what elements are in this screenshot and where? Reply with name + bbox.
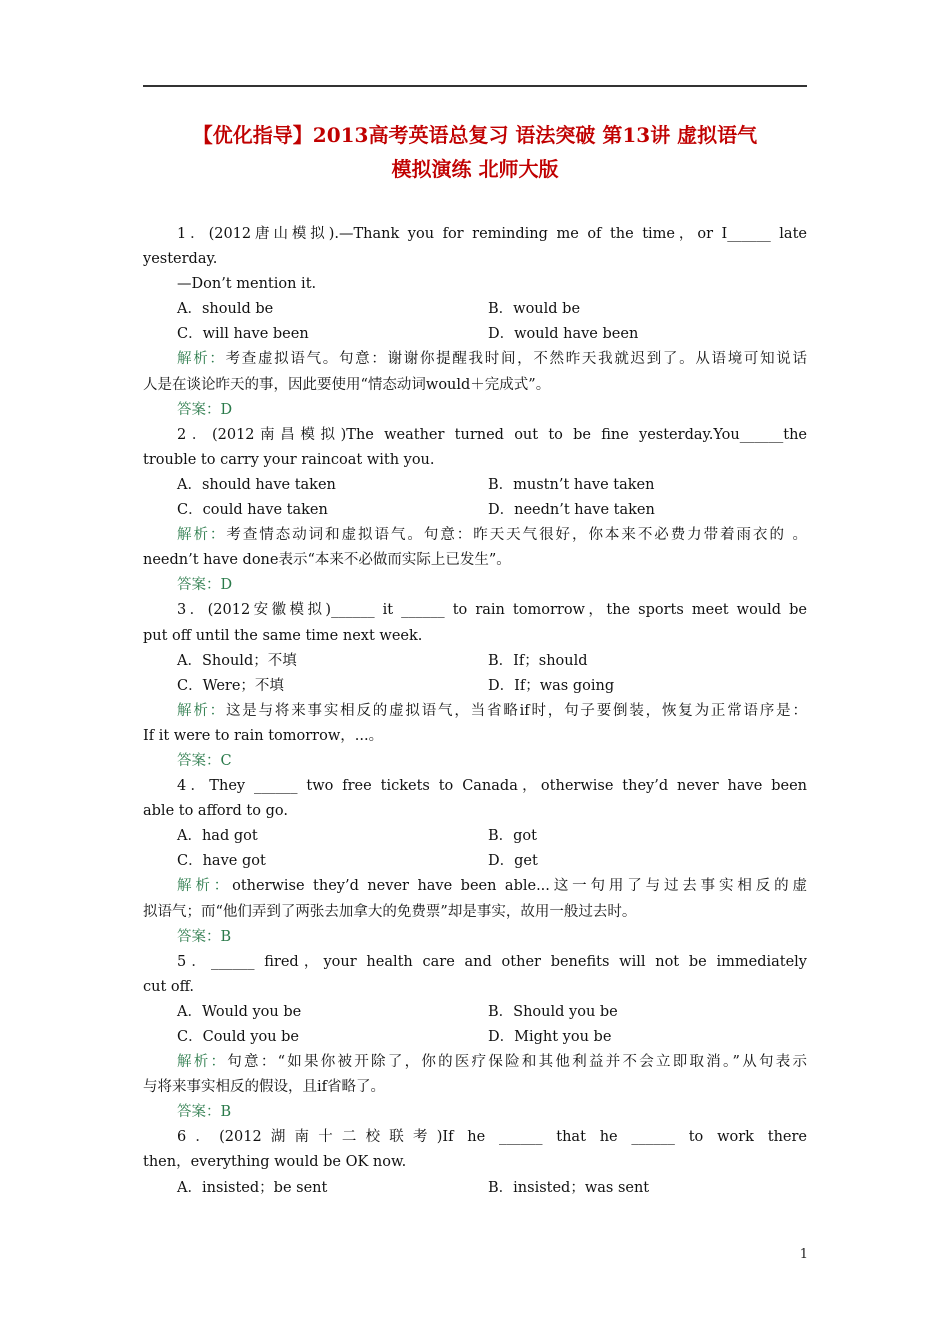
options-row (143, 824, 807, 849)
answer-value: D (220, 577, 233, 594)
header-rule (143, 85, 807, 87)
analysis (143, 1050, 807, 1075)
answer-label: 答案： (177, 1104, 221, 1121)
option-d: D．needn’t have taken (488, 502, 655, 519)
option-b: B．insisted；was sent (488, 1179, 650, 1196)
option-c: C．Could you be (177, 1029, 300, 1045)
question-stem: 2．(2012南昌模拟)The weather turned out to be fine yesterday.You______the (177, 426, 807, 443)
answer-value: D (220, 401, 233, 418)
analysis-text: 考查虚拟语气。句意：谢谢你提醒我时间，不然昨天我就迟到了。从语境可知说话 (225, 351, 807, 368)
answer-value: B (220, 928, 232, 945)
question-stem: 1．(2012唐山模拟).—Thank you for reminding me of the time，or I______ late (177, 226, 807, 242)
analysis-label: 解析： (177, 527, 227, 544)
answer-label: 答案： (177, 577, 221, 594)
options-row (143, 849, 807, 874)
question-dialog: —Don’t mention it. (177, 276, 317, 293)
options-row (143, 1176, 807, 1201)
answer-label: 答案： (177, 752, 221, 769)
question-2 (143, 423, 807, 599)
question-stem: trouble to carry your raincoat with you. (143, 451, 435, 468)
document-title-line-2: 模拟演练 北师大版 (391, 157, 559, 181)
analysis (143, 523, 807, 548)
question-stem: 5．______ fired，your health care and other benefits will not be immediately (177, 953, 807, 970)
analysis-text: 人是在谈论昨天的事，因此要使用“情态动词would＋完成式”。 (143, 376, 551, 393)
question-stem: cut off. (143, 978, 195, 995)
analysis-text: needn’t have done表示“本来不必做而实际上已发生”。 (143, 552, 511, 569)
answer-value: C (220, 752, 232, 769)
option-d: D．Might you be (488, 1029, 612, 1045)
analysis-text: otherwise they’d never have been able...这一句用了与过去事实相反的虚 (232, 878, 807, 895)
analysis-text: 与将来事实相反的假设，且if省略了。 (143, 1079, 386, 1096)
question-stem: 3．(2012安徽模拟)______ it ______ to rain tomorrow，the sports meet would be (177, 602, 807, 619)
answer (143, 1100, 807, 1125)
question-4 (143, 774, 807, 950)
option-b: B．got (488, 828, 537, 845)
option-d: D．get (488, 853, 538, 870)
analysis (143, 699, 807, 724)
answer (143, 925, 807, 950)
question-stem: then，everything would be OK now. (143, 1154, 407, 1171)
question-3 (143, 598, 807, 774)
option-a: A．should be (177, 301, 274, 318)
option-c: C．Were；不填 (177, 677, 284, 694)
options-row (143, 322, 807, 347)
analysis-label: 解析： (177, 878, 233, 895)
question-5 (143, 950, 807, 1126)
options-row (143, 498, 807, 523)
options-row (143, 1025, 807, 1050)
options-row (143, 1000, 807, 1025)
analysis-text: 这是与将来事实相反的虚拟语气，当省略if时，句子要倒装，恢复为正常语序是： (225, 702, 807, 719)
analysis (143, 874, 807, 899)
document-title-line-1: 【优化指导】2013高考英语总复习 语法突破 第13讲 虚拟语气 (192, 123, 758, 147)
question-6 (143, 1125, 807, 1200)
analysis-text: 考查情态动词和虚拟语气。句意：昨天天气很好，你本来不必费力带着雨衣的 。 (226, 527, 807, 544)
option-b: B．would be (488, 301, 581, 318)
option-a: A．should have taken (177, 476, 336, 493)
options-row (143, 473, 807, 498)
option-c: C．could have taken (177, 502, 328, 519)
answer (143, 749, 807, 774)
analysis-text: If it were to rain tomorrow，...。 (143, 727, 384, 744)
question-1 (143, 222, 807, 423)
answer-label: 答案： (177, 928, 221, 945)
option-b: B．mustn’t have taken (488, 476, 655, 493)
options-row (143, 674, 807, 699)
option-a: A．Would you be (177, 1003, 302, 1020)
options-row (143, 297, 807, 322)
option-a: A．Should；不填 (177, 652, 297, 669)
option-b: B．If；should (488, 652, 588, 669)
answer (143, 573, 807, 598)
question-stem: yesterday. (143, 251, 218, 268)
question-stem: able to afford to go. (143, 803, 288, 820)
page-number: 1 (799, 1247, 808, 1262)
question-stem: 4．They ______ two free tickets to Canada，otherwise they’d never have been (177, 778, 807, 795)
analysis-label: 解析： (177, 702, 226, 719)
analysis-text: 拟语气；而“他们弄到了两张去加拿大的免费票”却是事实，故用一般过去时。 (143, 903, 637, 920)
analysis (143, 347, 807, 372)
option-a: A．had got (177, 828, 258, 845)
analysis-label: 解析： (177, 351, 226, 368)
answer-value: B (220, 1104, 232, 1121)
exercise-content (143, 222, 807, 1201)
question-stem: 6．(2012湖南十二校联考)If he ______ that he ______ to work there (177, 1129, 807, 1146)
option-c: C．will have been (177, 326, 309, 343)
answer-label: 答案： (177, 401, 221, 418)
options-row (143, 649, 807, 674)
option-b: B．Should you be (488, 1003, 618, 1020)
answer (143, 398, 807, 423)
option-d: D．would have been (488, 326, 639, 343)
analysis-text: 句意：“如果你被开除了，你的医疗保险和其他利益并不会立即取消。”从句表示 (227, 1054, 807, 1071)
option-a: A．insisted；be sent (177, 1179, 328, 1196)
question-stem: put off until the same time next week. (143, 627, 423, 644)
option-d: D．If；was going (488, 677, 615, 694)
option-c: C．have got (177, 853, 266, 870)
analysis-label: 解析： (177, 1054, 228, 1071)
